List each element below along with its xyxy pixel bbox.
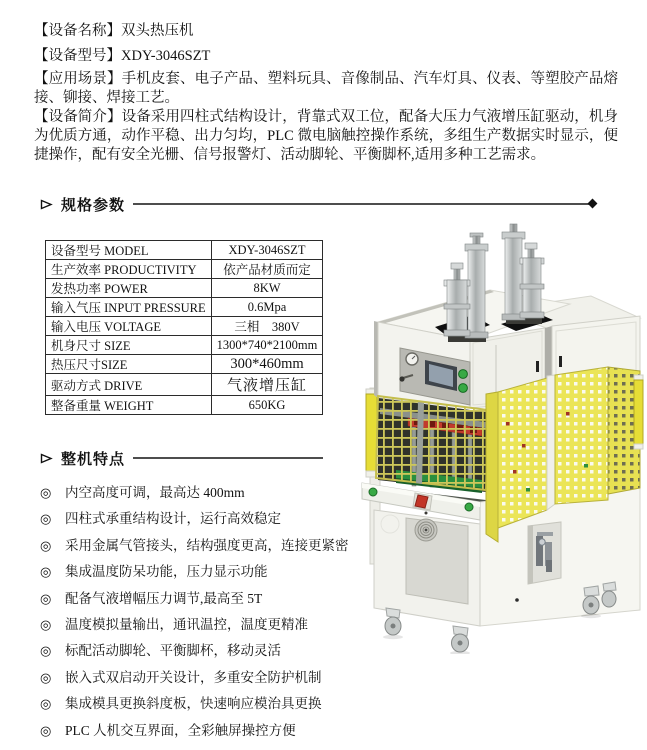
feature-text: PLC 人机交互界面，全彩触屏操控方便 — [65, 722, 296, 738]
list-item — [40, 669, 370, 695]
feature-text: 采用金属气管接头，结构强度更高，连接更紧密 — [65, 537, 349, 553]
table-row — [46, 374, 323, 396]
table-row — [46, 336, 323, 355]
spec-value: 气液增压缸 — [211, 374, 323, 396]
list-item — [40, 510, 370, 536]
feature-text: 集成温度防呆功能，压力显示功能 — [65, 564, 268, 580]
list-item — [40, 590, 370, 616]
features-rule — [133, 457, 323, 459]
feature-text: 嵌入式双启动开关设计，多重安全防护机制 — [65, 669, 322, 685]
list-item — [40, 695, 370, 721]
spec-value: 1300*740*2100mm — [211, 336, 323, 355]
spec-label: 机身尺寸 SIZE — [46, 336, 212, 355]
list-item — [40, 642, 370, 668]
spec-value: 8KW — [211, 279, 323, 298]
spec-label: 驱动方式 DRIVE — [46, 374, 212, 396]
list-item — [40, 537, 370, 563]
machine-illustration — [356, 212, 647, 654]
table-row — [46, 396, 323, 415]
start-button-green — [465, 503, 473, 511]
start-button-green — [459, 370, 468, 379]
bullseye-bullet-icon: ◎ — [40, 616, 52, 632]
bullseye-bullet-icon: ◎ — [40, 722, 52, 738]
spec-table — [45, 240, 323, 415]
specs-rule — [133, 203, 593, 205]
spec-value: XDY-3046SZT — [211, 241, 323, 260]
bullseye-bullet-icon: ◎ — [40, 696, 52, 712]
bullseye-bullet-icon: ◎ — [40, 590, 52, 606]
spec-value: 三相 380V — [211, 317, 323, 336]
equipment-name-line: 【设备名称】双头热压机 — [34, 23, 194, 39]
front-mesh-guard — [376, 396, 488, 490]
spec-value: 0.6Mpa — [211, 298, 323, 317]
list-item — [40, 616, 370, 642]
feature-list — [40, 484, 370, 748]
section-arrow-icon — [40, 452, 53, 465]
intro-block — [34, 22, 618, 165]
rule-diamond-endcap — [588, 199, 598, 209]
section-arrow-icon — [40, 198, 53, 211]
bullseye-bullet-icon: ◎ — [40, 643, 52, 659]
spec-label: 输入气压 INPUT PRESSURE — [46, 298, 212, 317]
spec-label: 发热功率 POWER — [46, 279, 212, 298]
features-section-header — [40, 448, 323, 468]
spec-value: 300*460mm — [211, 355, 323, 374]
feature-text: 配备气液增幅压力调节,最高至 5T — [65, 590, 263, 606]
feature-text: 内空高度可调，最高达 400mm — [65, 485, 245, 500]
start-button-green — [369, 488, 377, 496]
spec-label: 热压尺寸SIZE — [46, 355, 212, 374]
table-row — [46, 317, 323, 336]
list-item — [40, 484, 370, 510]
bullseye-bullet-icon: ◎ — [40, 564, 52, 580]
emergency-stop-switch — [415, 495, 428, 508]
list-item — [40, 563, 370, 589]
bullseye-bullet-icon: ◎ — [40, 537, 52, 553]
specs-section-header — [40, 194, 593, 214]
features-section-title: 整机特点 — [61, 450, 126, 468]
table-row — [46, 355, 323, 374]
spec-label: 设备型号 MODEL — [46, 241, 212, 260]
table-row — [46, 279, 323, 298]
feature-text: 集成模具更换斜度板，快速响应模治具更换 — [65, 696, 322, 712]
specs-section-title: 规格参数 — [61, 196, 126, 214]
feature-text: 温度模拟量输出，通讯温控，温度更精准 — [65, 616, 308, 632]
equipment-summary-line: 【设备简介】设备采用四柱式结构设计，背靠式双工位，配备大压力气液增压缸驱动，机身为优质方通，动作平稳、出力匀均，PLC 微电脑触控操作系统，多组生产数据实时显示，便捷操作，配有安全光栅、信号报警灯、活动脚轮、平衡脚杯,适用多种工艺需求。 — [34, 109, 618, 163]
spec-value: 依产品材质而定 — [211, 260, 323, 279]
spec-value: 650KG — [211, 396, 323, 415]
table-row — [46, 260, 323, 279]
table-row — [46, 241, 323, 260]
bullseye-bullet-icon: ◎ — [40, 669, 52, 685]
feature-text: 标配活动脚轮、平衡脚杯，移动灵活 — [65, 643, 281, 659]
equipment-model-line: 【设备型号】XDY-3046SZT — [34, 48, 211, 64]
application-scene-line: 【应用场景】手机皮套、电子产品、塑料玩具、音像制品、汽车灯具、仪表、等塑胶产品熔接、铆接、焊接工艺。 — [34, 71, 618, 106]
spec-label: 输入电压 VOLTAGE — [46, 317, 212, 336]
list-item — [40, 722, 370, 748]
bullseye-bullet-icon: ◎ — [40, 485, 52, 500]
start-button-green — [459, 384, 468, 393]
table-row — [46, 298, 323, 317]
bullseye-bullet-icon: ◎ — [40, 511, 52, 527]
feature-text: 四柱式承重结构设计，运行高效稳定 — [65, 511, 281, 527]
spec-label: 整备重量 WEIGHT — [46, 396, 212, 415]
spec-label: 生产效率 PRODUCTIVITY — [46, 260, 212, 279]
